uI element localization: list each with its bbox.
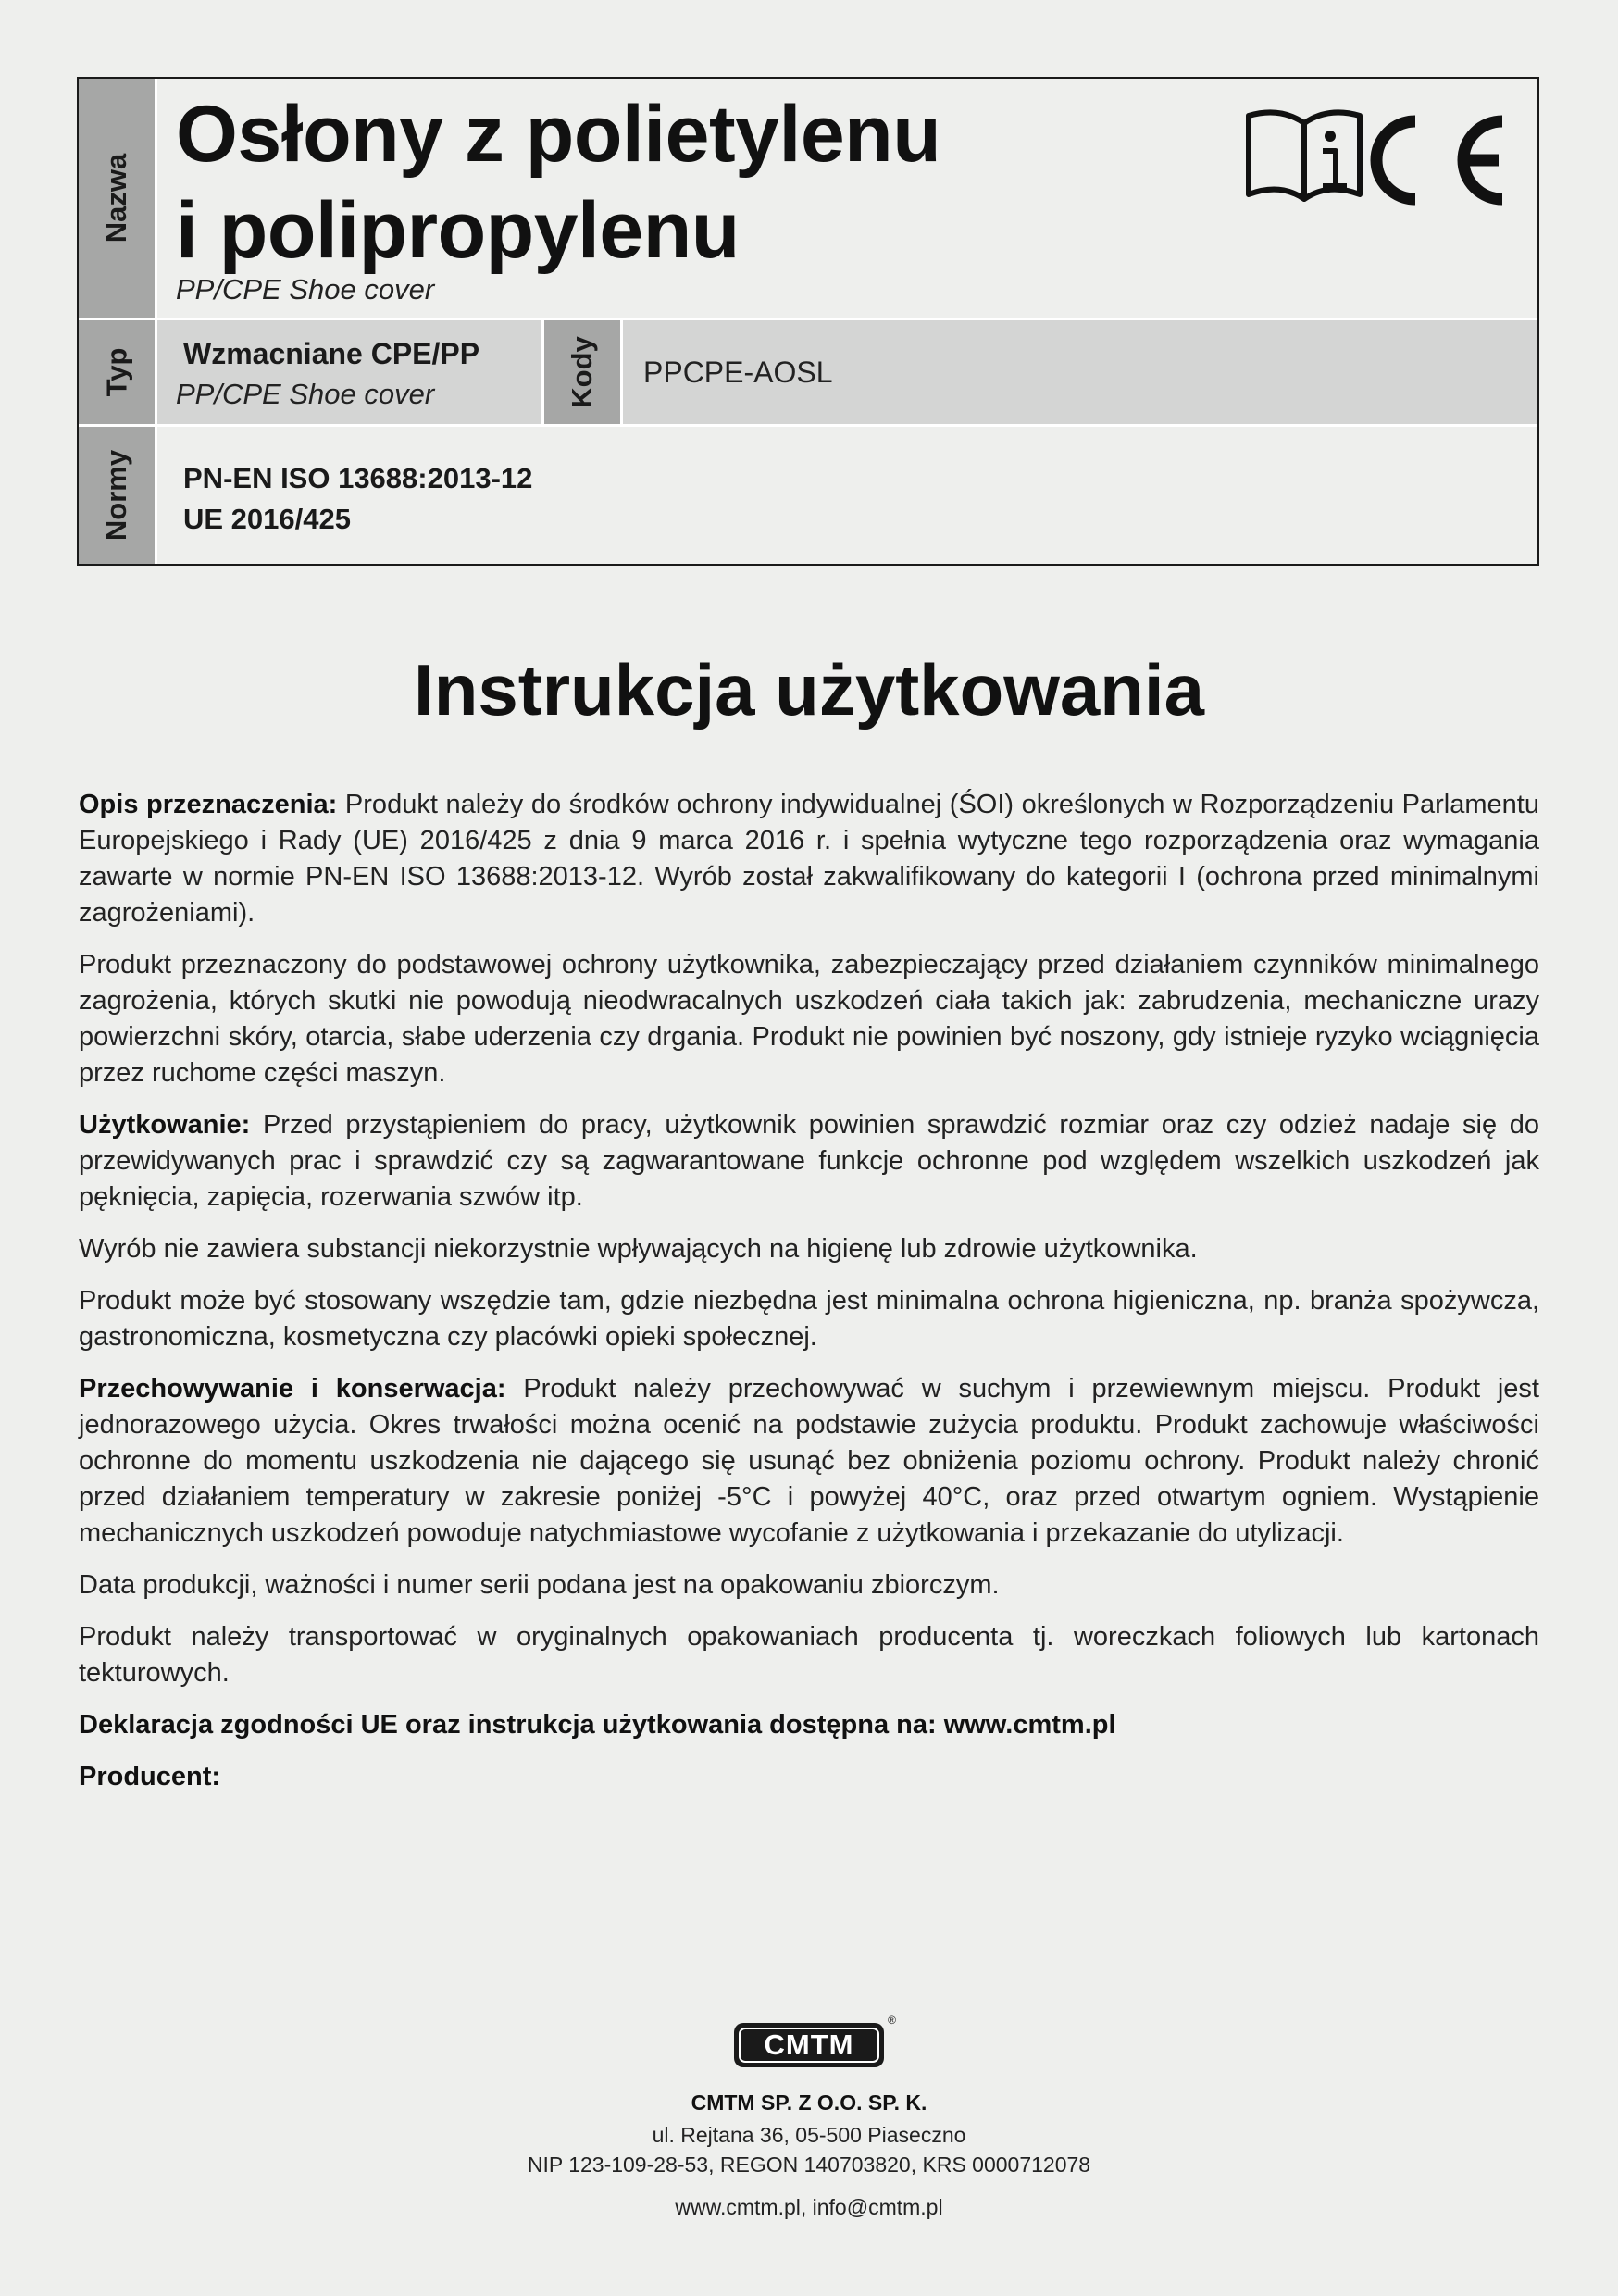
type-sub: PP/CPE Shoe cover — [176, 378, 435, 410]
codes-side-label — [541, 320, 623, 424]
product-header-table — [77, 77, 1539, 566]
declaration-line: Deklaracja zgodności UE oraz instrukcja użytkowania dostępna na: www.cmtm.pl — [79, 1710, 1116, 1740]
paragraph-protection: Produkt przeznaczony do podstawowej ochrony użytkownika, zabezpieczający przed działaniem czynników minimalnego zagrożenia, których skutki nie powodują nieodwracalnych uszkodzeń ciała takich jak: zabrudzenia, mechaniczne urazy powierzchni skóry, otarcia, słabe uderzenia czy drgania. Produkt nie powinien być noszony, gdy istnieje ryzyko wciągnięcia przez ruchome części maszyn. — [79, 950, 1539, 1088]
instructions-book-icon — [1249, 112, 1360, 199]
instructions-heading: Instrukcja użytkowania — [414, 649, 1204, 730]
paragraph-purpose: Opis przeznaczenia: Produkt należy do środków ochrony indywidualnej (ŚOI) określonych w Rozporządzeniu Parlamentu Europejskiego i Rady (UE) 2016/425 z dnia 9 marca 2016 r. i spełnia wytyczne tego rozporządzenia oraz wymagania zawarte w normie PN-EN ISO 13688:2013-12. Wyrób został zakwalifikowany do kategorii I (ochrona przed minimalnymi zagrożeniami). — [79, 790, 1539, 928]
instructions-body — [79, 787, 1539, 1811]
ce-mark-icon — [1376, 121, 1502, 199]
name-label: Nazwa — [100, 153, 133, 243]
paragraph-substances: Wyrób nie zawiera substancji niekorzystnie wpływających na higienę lub zdrowie użytkownika. — [79, 1234, 1198, 1264]
logo-text: CMTM — [739, 2028, 879, 2063]
producer-label: Producent: — [79, 1762, 221, 1791]
cmtm-logo — [734, 2014, 896, 2067]
type-main: Wzmacniane CPE/PP — [183, 337, 480, 370]
paragraph-production-date: Data produkcji, ważności i numer serii podana jest na opakowaniu zbiorczym. — [79, 1570, 1000, 1600]
name-side-label — [79, 79, 155, 318]
type-row — [79, 318, 1537, 427]
company-address: ul. Rejtana 36, 05-500 Piaseczno — [652, 2123, 966, 2147]
codes-label: Kody — [566, 336, 598, 408]
norm-eu: UE 2016/425 — [183, 503, 351, 535]
type-label: Typ — [100, 347, 132, 397]
norm-iso: PN-EN ISO 13688:2013-12 — [183, 462, 533, 494]
product-subtitle: PP/CPE Shoe cover — [176, 273, 435, 306]
product-title-line1: Osłony z polietylenu — [176, 90, 941, 179]
paragraph-application: Produkt może być stosowany wszędzie tam, gdzie niezbędna jest minimalna ochrona higieniczna, np. branża spożywcza, gastronomiczna, kosmetyczna czy placówki opieki społecznej. — [79, 1286, 1539, 1352]
product-title — [176, 86, 940, 279]
company-name: CMTM SP. Z O.O. SP. K. — [691, 2090, 927, 2115]
paragraph-storage: Przechowywanie i konserwacja: Produkt należy przechowywać w suchym i przewiewnym miejscu. Produkt jest jednorazowego użycia. Okres trwałości można ocenić na podstawie zużycia produktu. Produkt zachowuje właściwości ochronne do momentu uszkodzenia nie dającego się usunąć bez obniżenia poziomu ochrony. Produkt należy chronić przed działaniem temperatury w zakresie poniżej -5°C i powyżej 40°C, oraz przed otwartym ogniem. Wystąpienie mechanicznych uszkodzeń powoduje natychmiastowe wycofanie z użytkowania i przekazanie do utylizacji. — [79, 1374, 1539, 1548]
type-side-label — [79, 320, 155, 424]
registered-mark: ® — [888, 2014, 896, 2027]
paragraph-transport: Produkt należy transportować w oryginalnych opakowaniach producenta tj. woreczkach foliowych lub kartonach tekturowych. — [79, 1622, 1539, 1688]
company-contact: www.cmtm.pl, info@cmtm.pl — [675, 2195, 943, 2219]
header-icons — [1243, 106, 1512, 213]
name-row — [79, 79, 1537, 318]
product-code: PPCPE-AOSL — [643, 356, 833, 389]
norms-label: Normy — [100, 449, 133, 542]
company-registry: NIP 123-109-28-53, REGON 140703820, KRS 0000712078 — [527, 2152, 1091, 2177]
paragraph-usage: Użytkowanie: Przed przystąpieniem do pracy, użytkownik powinien sprawdzić rozmiar oraz czy odzież nadaje się do przewidywanych prac i sprawdzić czy są zagwarantowane funkcje ochronne pod względem wszelkich uszkodzeń jak pęknięcia, zapięcia, rozerwania szwów itp. — [79, 1110, 1539, 1212]
company-footer — [0, 2014, 1618, 2220]
product-title-line2: i polipropylenu — [176, 186, 740, 275]
norms-side-label — [79, 427, 155, 564]
norms-row — [79, 427, 1537, 564]
